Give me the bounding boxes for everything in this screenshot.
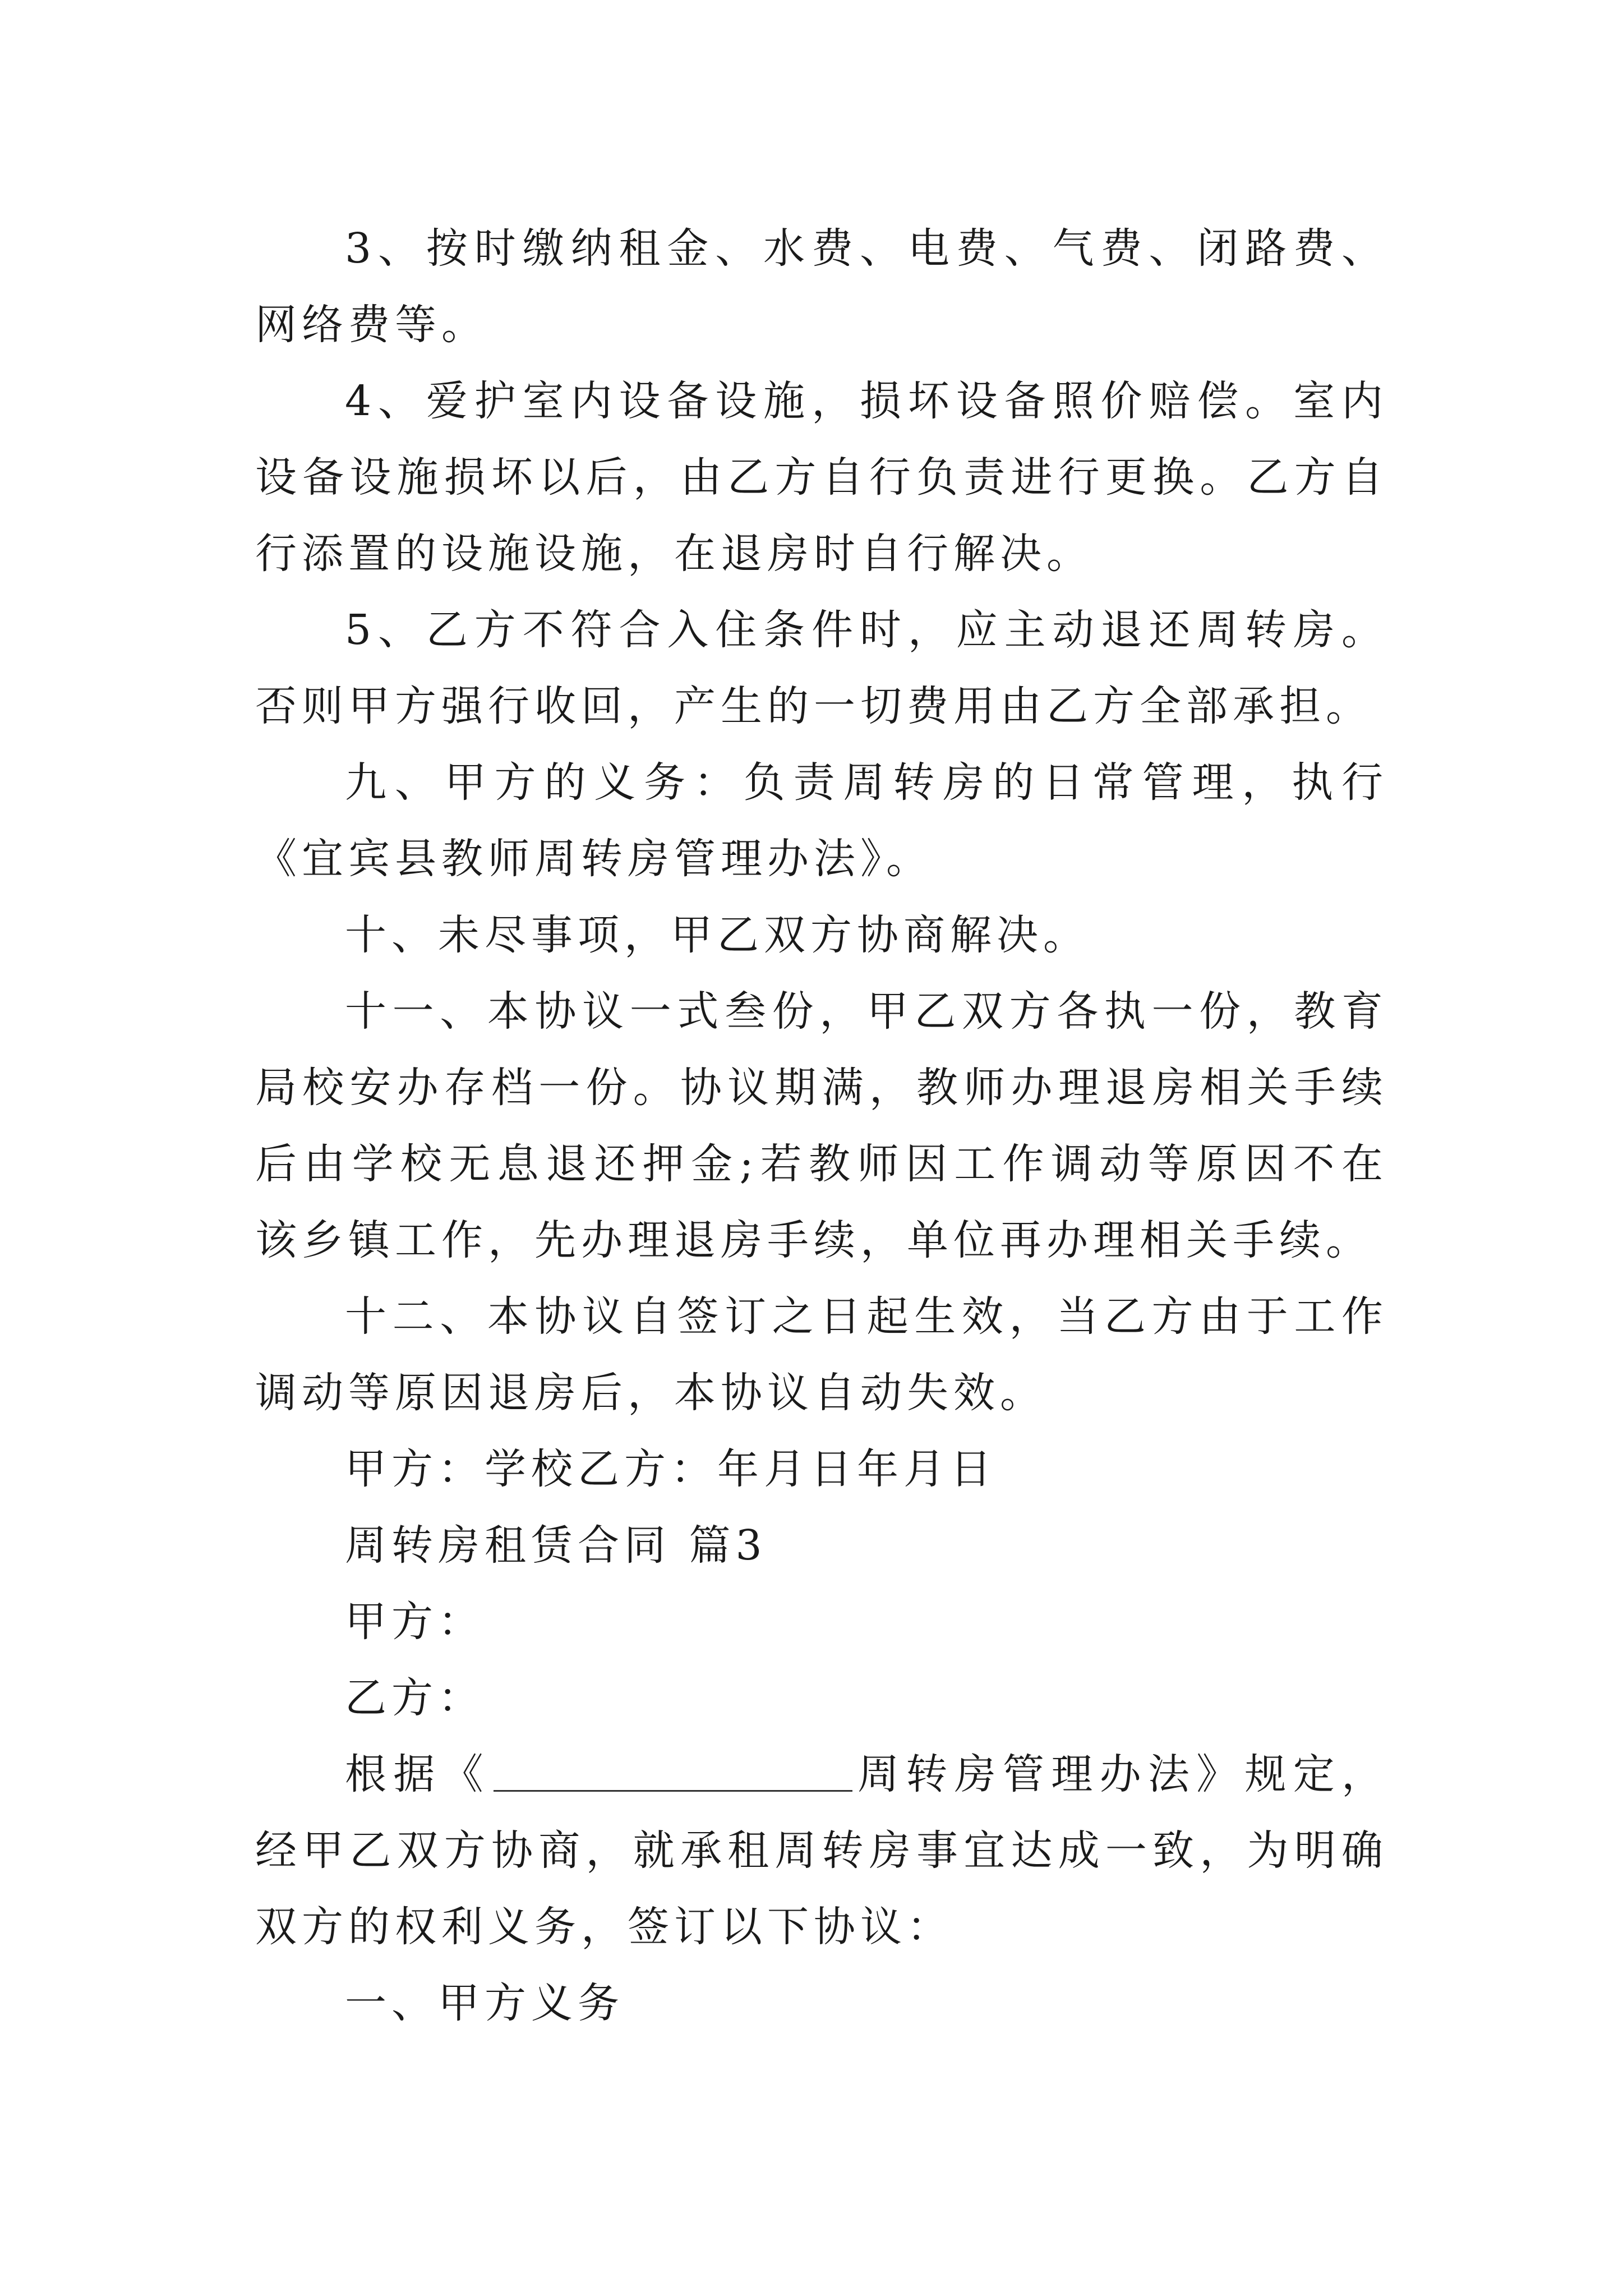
paragraph-unresolved-matters: 十、未尽事项，甲乙双方协商解决。 — [345, 911, 1090, 959]
signature-line: 甲方：学校乙方：年月日年月日 — [345, 1445, 997, 1493]
fill-in-blank — [494, 1751, 852, 1792]
section-heading: 周转房租赁合同 篇3 — [345, 1521, 767, 1570]
party-a-label: 甲方： — [345, 1598, 485, 1646]
document-body — [255, 210, 1388, 2041]
basis-text-end: 周转房管理办法》规定，经甲乙双方协商，就承租周转房事宜达成一致，为明确双方的权利义务，签订以下协议： — [255, 1750, 1389, 1951]
paragraph-basis — [255, 1736, 1388, 1965]
paragraph-copies: 十一、本协议一式叁份，甲乙双方各执一份，教育局校安办存档一份。协议期满，教师办理退房相关手续后由学校无息退还押金;若教师因工作调动等原因不在该乡镇工作，先办理退房手续，单位再办理相关手续。 — [255, 987, 1388, 1264]
paragraph-equipment-care: 4、爱护室内设备设施，损坏设备照价赔偿。室内设备设施损坏以后，由乙方自行负责进行更换。乙方自行添置的设施设施，在退房时自行解决。 — [255, 377, 1388, 578]
paragraph-rent-payment: 3、按时缴纳租金、水费、电费、气费、闭路费、网络费等。 — [255, 224, 1388, 349]
paragraph-return-housing: 5、乙方不符合入住条件时，应主动退还周转房。否则甲方强行收回，产生的一切费用由乙方全部承担。 — [255, 606, 1388, 730]
paragraph-party-a-duties: 九、甲方的义务：负责周转房的日常管理，执行《宜宾县教师周转房管理办法》。 — [255, 758, 1388, 883]
party-b-label: 乙方： — [345, 1674, 485, 1722]
subsection-heading: 一、甲方义务 — [345, 1979, 624, 2027]
paragraph-effective-date: 十二、本协议自签订之日起生效，当乙方由于工作调动等原因退房后，本协议自动失效。 — [255, 1292, 1388, 1417]
basis-text-start: 根据《 — [345, 1750, 490, 1798]
